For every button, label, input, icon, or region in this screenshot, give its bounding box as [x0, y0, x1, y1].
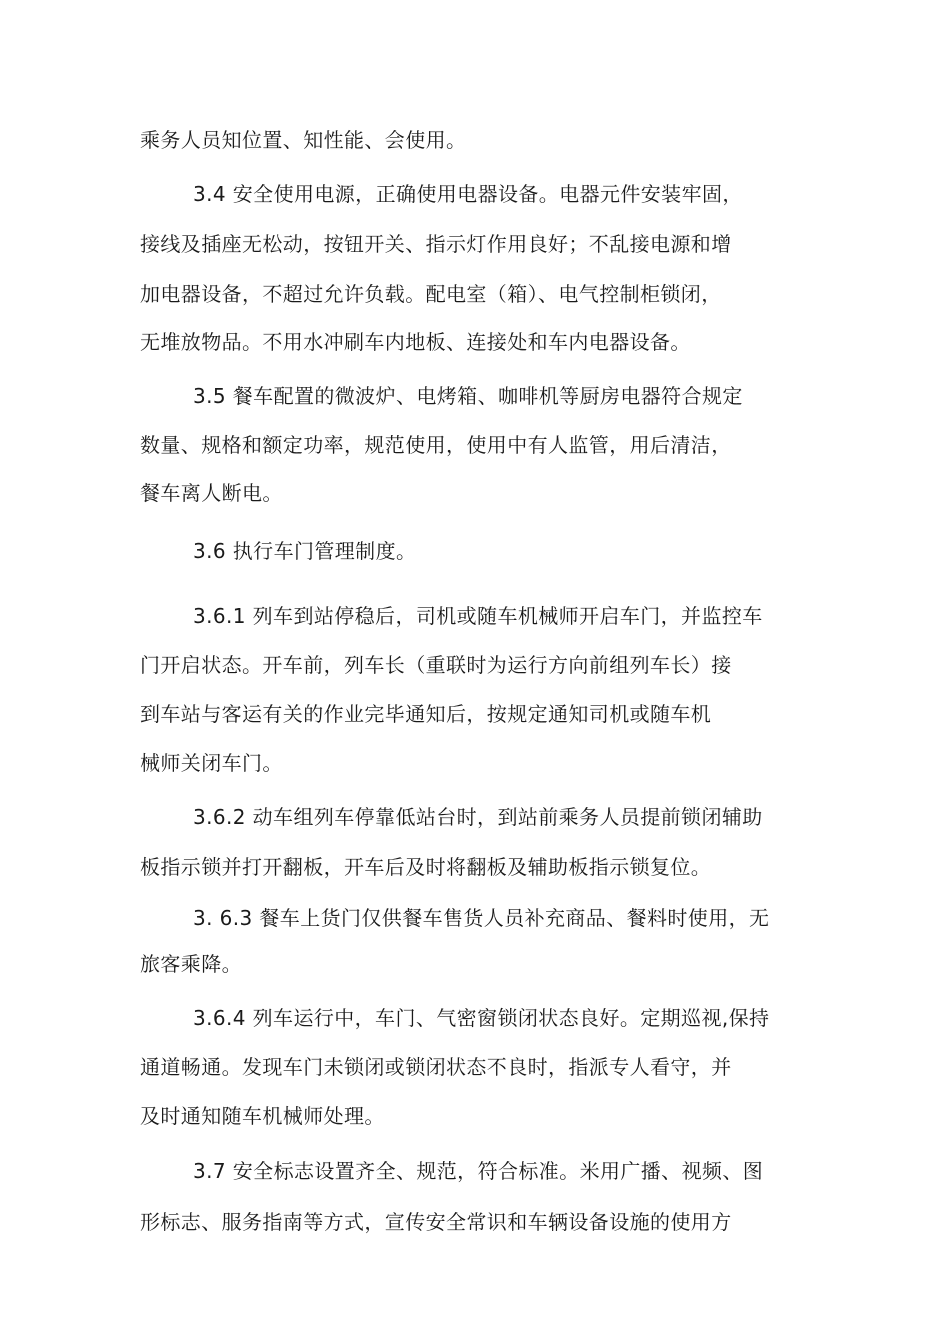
text-line: 3.6.1 列车到站停稳后，司机或随车机械师开启车门，并监控车: [193, 604, 763, 628]
text-line: 通道畅通。发现车门未锁闭或锁闭状态不良时，指派专人看守，并: [140, 1055, 732, 1079]
text-line: 械师关闭车门。: [140, 751, 283, 775]
text-line: 餐车离人断电。: [140, 481, 283, 505]
text-line: 3.6 执行车门管理制度。: [193, 539, 417, 563]
text-line: 3.7 安全标志设置齐全、规范，符合标准。米用广播、视频、图: [193, 1159, 764, 1183]
text-line: 数量、规格和额定功率，规范使用，使用中有人监管，用后清洁，: [140, 433, 732, 457]
text-line: 乘务人员知位置、知性能、会使用。: [140, 128, 467, 152]
text-line: 3.5 餐车配置的微波炉、电烤箱、咖啡机等厨房电器符合规定: [193, 384, 743, 408]
text-line: 到车站与客运有关的作业完毕通知后，按规定通知司机或随车机: [140, 702, 712, 726]
text-line: 3.6.4 列车运行中，车门、气密窗锁闭状态良好。定期巡视,保持: [193, 1006, 770, 1030]
text-line: 门开启状态。开车前，列车长（重联时为运行方向前组列车长）接: [140, 653, 732, 677]
text-line: 加电器设备，不超过允许负载。配电室（箱）、电气控制柜锁闭，: [140, 282, 722, 306]
text-line: 3.6.2 动车组列车停靠低站台时，到站前乘务人员提前锁闭辅助: [193, 805, 763, 829]
text-line: 形标志、服务指南等方式，宣传安全常识和车辆设备设施的使用方: [140, 1210, 732, 1234]
text-line: 旅客乘降。: [140, 952, 242, 976]
text-line: 3. 6.3 餐车上货门仅供餐车售货人员补充商品、餐料时使用，无: [193, 906, 770, 930]
text-line: 无堆放物品。不用水冲刷车内地板、连接处和车内电器设备。: [140, 330, 691, 354]
text-line: 板指示锁并打开翻板，开车后及时将翻板及辅助板指示锁复位。: [140, 855, 712, 879]
text-line: 接线及插座无松动，按钮开关、指示灯作用良好；不乱接电源和增: [140, 232, 732, 256]
text-line: 及时通知随车机械师处理。: [140, 1104, 385, 1128]
text-line: 3.4 安全使用电源，正确使用电器设备。电器元件安装牢固，: [193, 182, 743, 206]
